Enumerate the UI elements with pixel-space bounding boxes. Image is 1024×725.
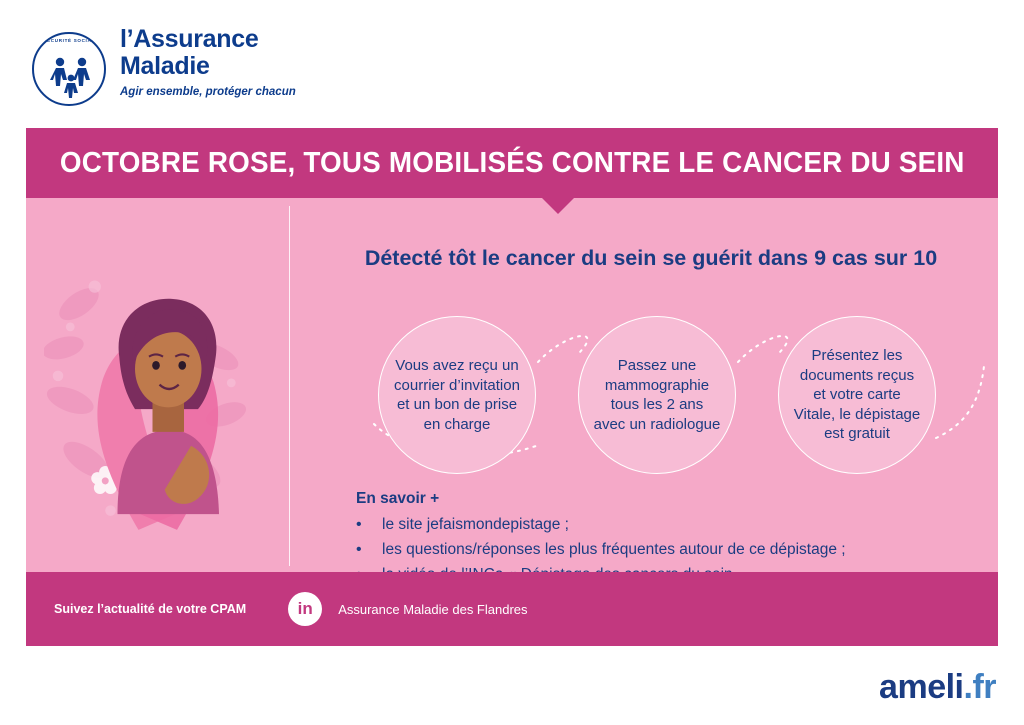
list-item-label: les questions/réponses les plus fréquentes autour de ce dépistage ; <box>382 541 846 558</box>
vertical-divider <box>289 206 290 566</box>
campaign-card <box>26 128 998 646</box>
more-info-title: En savoir + <box>356 490 440 507</box>
illustration-panel <box>26 198 289 572</box>
step-circle-3: Présentez les documents reçus et votre carte Vitale, le dépistage est gratuit <box>778 316 936 474</box>
card-footer <box>26 572 998 646</box>
step-circle-1: Vous avez reçu un courrier d’invitation et un bon de prise en charge <box>378 316 536 474</box>
footer-page-name: Assurance Maladie des Flandres <box>338 601 528 617</box>
list-item <box>356 541 996 559</box>
step-circle-2: Passez une mammographie tous les 2 ans avec un radiologue <box>578 316 736 474</box>
list-item-label: le site jefaismondepistage ; <box>382 516 569 533</box>
ameli-name: ameli <box>879 668 964 706</box>
ameli-logo <box>879 668 996 707</box>
logo-title-line2: Maladie <box>120 52 210 80</box>
pink-ribbon-illustration-icon <box>44 246 254 546</box>
logo-title-line1: l’Assurance <box>120 25 259 53</box>
emblem-figures-icon <box>34 34 106 106</box>
ameli-suffix: .fr <box>963 668 996 706</box>
emblem-ring-text: SÉCURITÉ SOCIALE <box>43 38 99 43</box>
linkedin-glyph: in <box>297 599 313 618</box>
bullet-icon: • <box>356 516 362 533</box>
logo-tagline: Agir ensemble, protéger chacun <box>120 86 296 98</box>
linkedin-icon[interactable] <box>288 592 322 626</box>
header-arrow-decoration <box>542 198 574 214</box>
card-header <box>26 128 998 198</box>
steps-group <box>366 306 986 486</box>
list-item <box>356 516 996 534</box>
securite-sociale-emblem-icon <box>32 32 106 106</box>
subtitle: Détecté tôt le cancer du sein se guérit dans 9 cas sur 10 <box>364 246 938 270</box>
page-title: OCTOBRE ROSE, TOUS MOBILISÉS CONTRE LE CANCER DU SEIN <box>59 146 965 179</box>
footer-cpam-text: Suivez l’actualité de votre CPAM <box>54 602 247 616</box>
assurance-maladie-logo <box>32 26 302 110</box>
logo-wordmark <box>120 26 296 98</box>
bullet-icon: • <box>356 541 362 558</box>
